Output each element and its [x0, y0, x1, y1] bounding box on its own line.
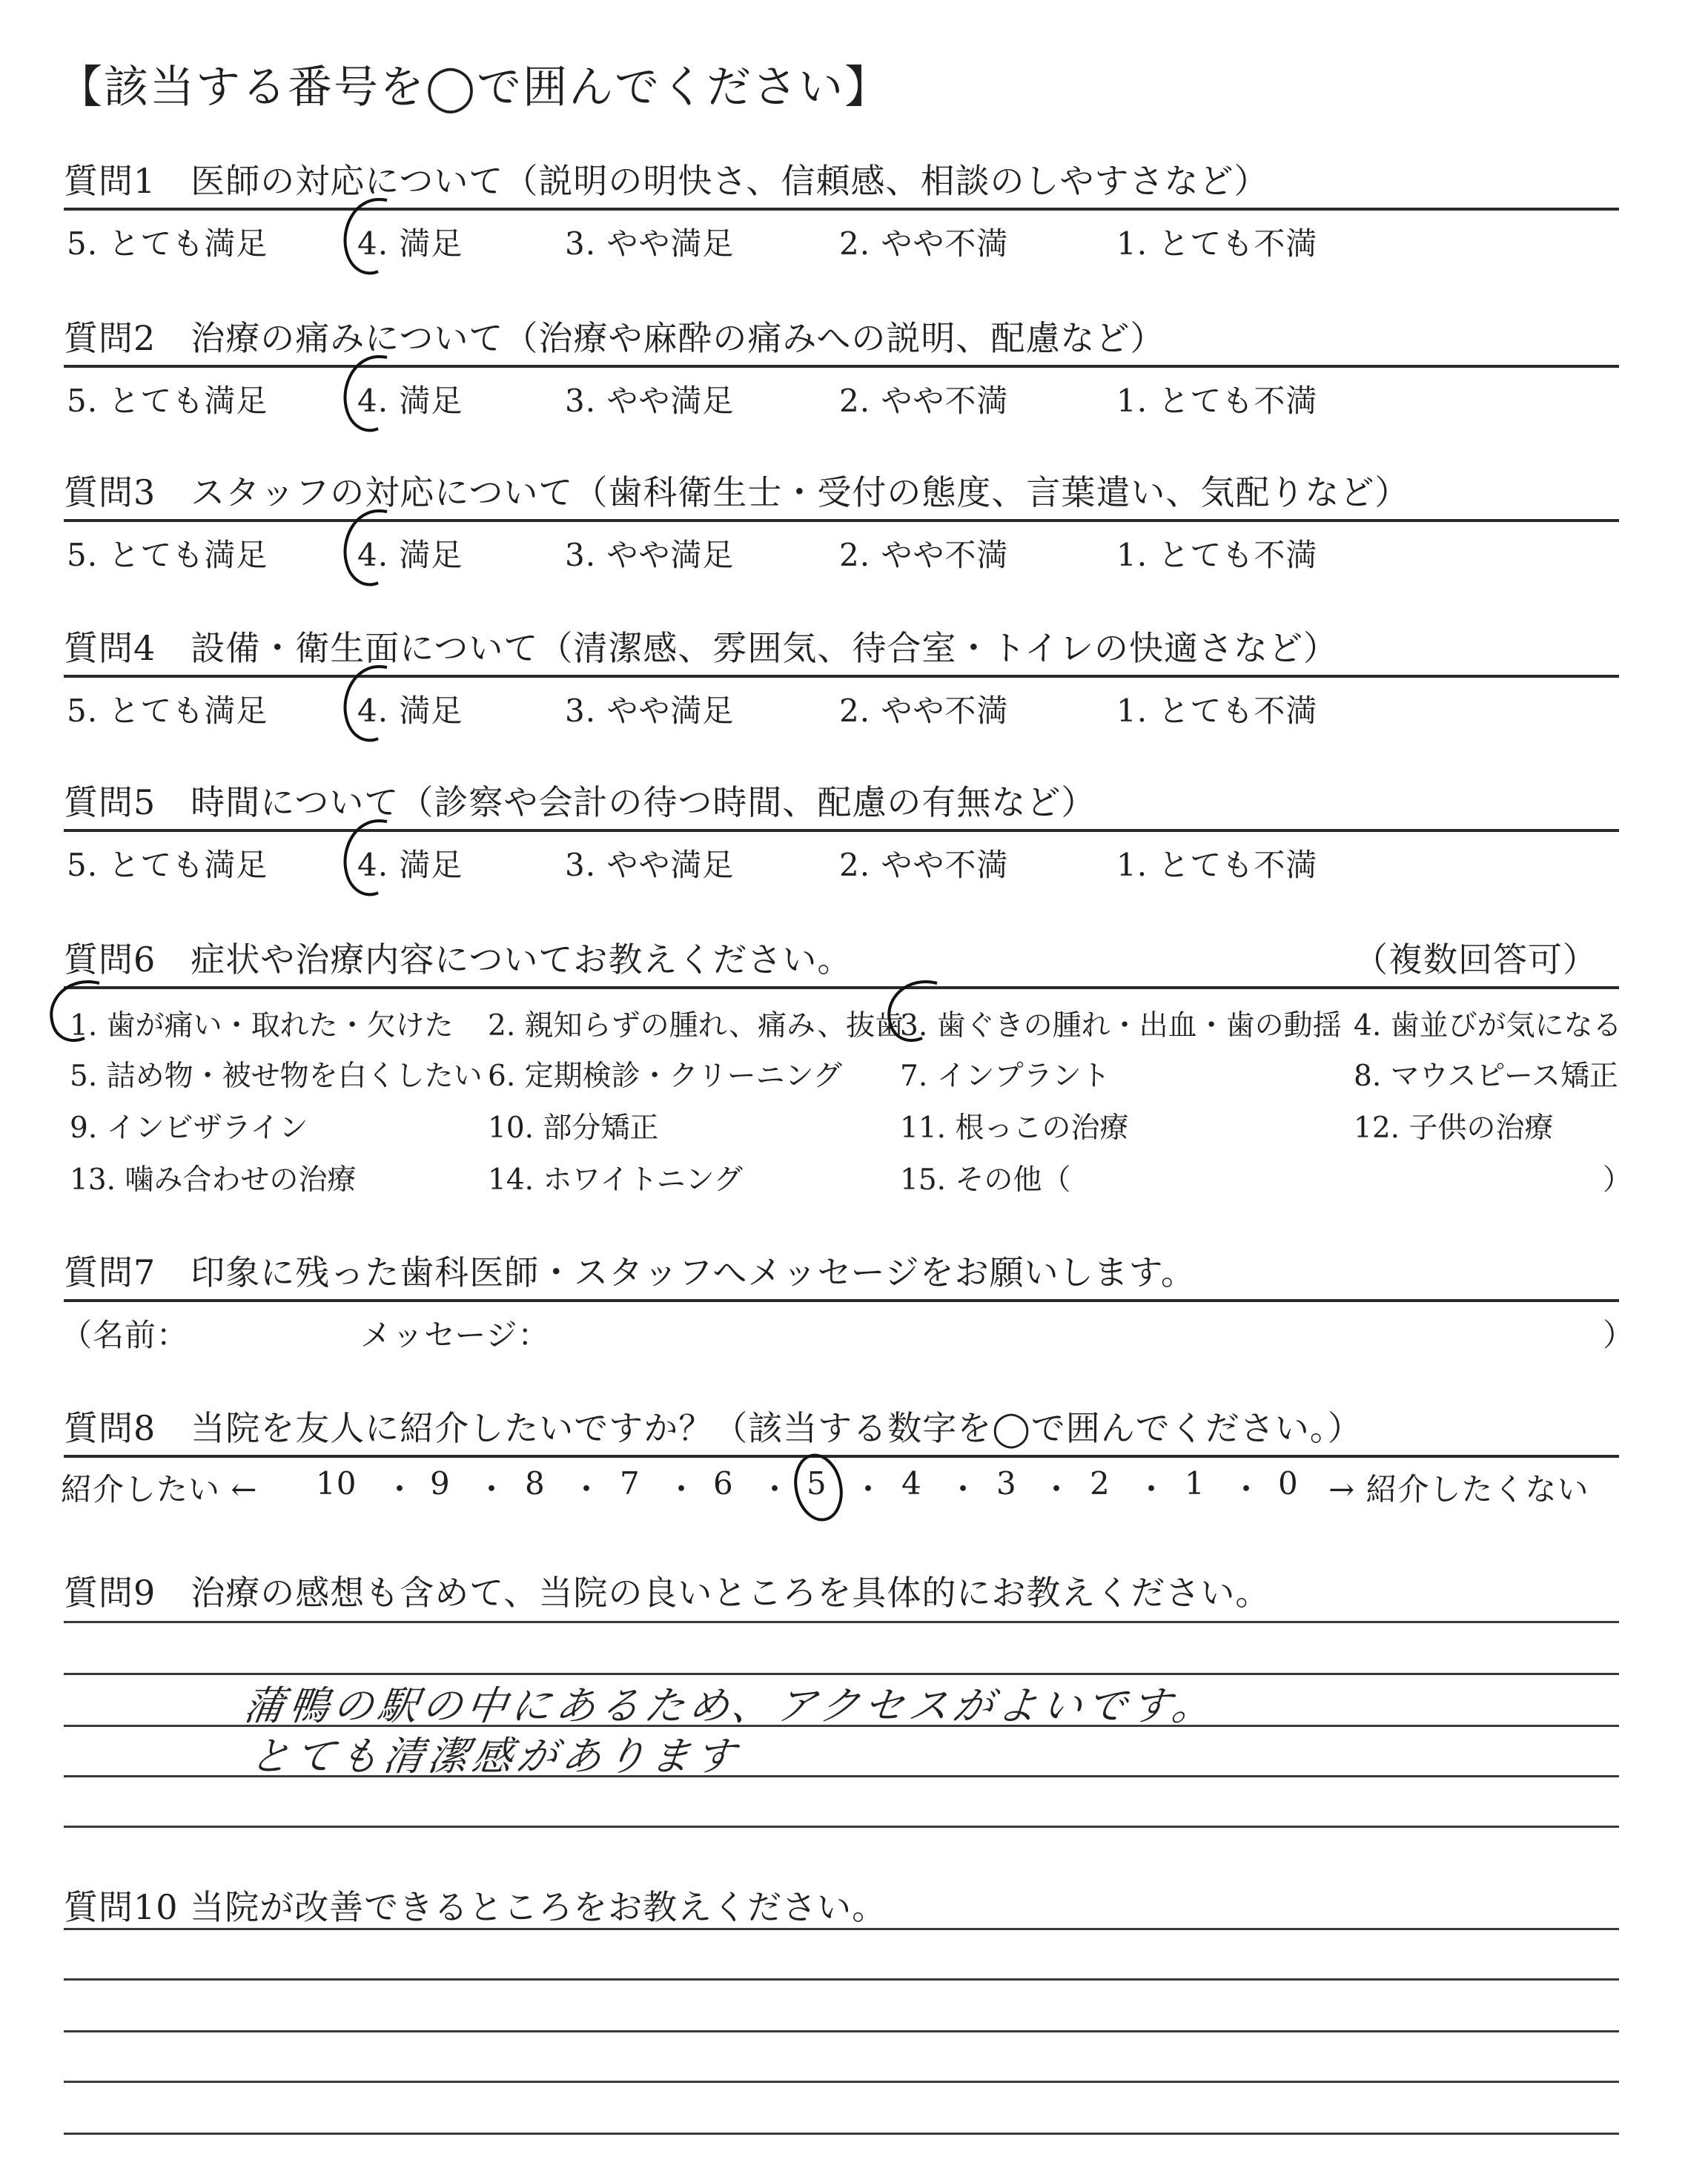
symptom-option[interactable]: 8. マウスピース矯正 — [1354, 1060, 1618, 1093]
option-5[interactable]: 5. とても満足 — [67, 693, 268, 729]
handwritten-circle-mark — [40, 976, 122, 1050]
other-close-paren: ） — [1603, 1163, 1632, 1197]
close-paren: ） — [1603, 1317, 1635, 1353]
name-label: （名前： — [61, 1317, 189, 1353]
scale-value[interactable]: 7 — [620, 1465, 640, 1502]
scale-value[interactable]: 6 — [713, 1465, 734, 1502]
symptom-option[interactable]: 14. ホワイトニング — [488, 1163, 743, 1197]
symptom-option[interactable]: 5. 詰め物・被せ物を白くしたい — [70, 1060, 483, 1093]
option-5[interactable]: 5. とても満足 — [67, 383, 268, 419]
symptom-option[interactable]: 2. 親知らずの腫れ、痛み、抜歯 — [488, 1009, 904, 1043]
symptom-option[interactable]: 11. 根っこの治療 — [900, 1112, 1129, 1145]
question-title: 質問2 治療の痛みについて（治療や麻酔の痛みへの説明、配慮など） — [64, 318, 1165, 358]
page-title: 【該当する番号を◯で囲んでください】 — [58, 62, 891, 113]
scale-value[interactable]: 2 — [1090, 1465, 1110, 1502]
separator-dot: ・ — [1136, 1471, 1168, 1507]
option-2[interactable]: 2. やや不満 — [839, 225, 1009, 262]
divider — [64, 986, 1619, 989]
handwritten-circle-mark — [335, 661, 409, 750]
scale-value[interactable]: 8 — [525, 1465, 546, 1502]
answer-line — [64, 2081, 1619, 2083]
symptom-option[interactable]: 4. 歯並びが気になる — [1354, 1009, 1622, 1043]
option-4[interactable]: 4. 満足 — [357, 847, 463, 883]
scale-value[interactable]: 1 — [1185, 1465, 1205, 1502]
symptom-option[interactable]: 12. 子供の治療 — [1354, 1112, 1554, 1145]
option-4[interactable]: 4. 満足 — [357, 383, 463, 419]
answer-line — [64, 1826, 1619, 1828]
answer-line — [64, 1621, 1619, 1623]
option-5[interactable]: 5. とても満足 — [67, 225, 268, 262]
scale-value[interactable]: 0 — [1278, 1465, 1299, 1502]
answer-line — [64, 1978, 1619, 1981]
question-title: 質問5 時間について（診察や会計の待つ時間、配慮の有無など） — [64, 782, 1096, 822]
option-1[interactable]: 1. とても不満 — [1116, 693, 1318, 729]
option-1[interactable]: 1. とても不満 — [1116, 537, 1318, 573]
option-5[interactable]: 5. とても満足 — [67, 847, 268, 883]
question-title: 質問6 症状や治療内容についてお教えください。 — [64, 939, 853, 980]
option-2[interactable]: 2. やや不満 — [839, 693, 1009, 729]
scale-value[interactable]: 5 — [807, 1465, 827, 1502]
option-2[interactable]: 2. やや不満 — [839, 383, 1009, 419]
answer-line — [64, 1928, 1619, 1930]
handwritten-circle-mark — [335, 816, 409, 905]
scale-value[interactable]: 10 — [316, 1465, 357, 1502]
question-title: 質問10 当院が改善できるところをお教えください。 — [64, 1887, 887, 1927]
option-4[interactable]: 4. 満足 — [357, 537, 463, 573]
scale-left-label: 紹介したい ← — [61, 1471, 258, 1507]
symptom-option[interactable]: 7. インプラント — [900, 1060, 1110, 1093]
handwritten-answer-line-2: とても清潔感があります — [247, 1733, 743, 1780]
option-2[interactable]: 2. やや不満 — [839, 537, 1009, 573]
option-1[interactable]: 1. とても不満 — [1116, 847, 1318, 883]
scale-value[interactable]: 4 — [901, 1465, 922, 1502]
option-4[interactable]: 4. 満足 — [357, 225, 463, 262]
divider — [64, 675, 1619, 678]
answer-line — [64, 2133, 1619, 2135]
divider — [64, 1299, 1619, 1302]
handwritten-answer-line-1: 蒲鴨の駅の中にあるため、アクセスがよいです。 — [241, 1682, 1220, 1729]
option-3[interactable]: 3. やや満足 — [565, 537, 735, 573]
handwritten-circle-mark — [335, 506, 409, 595]
handwritten-circle-mark — [335, 194, 409, 283]
question-title: 質問7 印象に残った歯科医師・スタッフへメッセージをお願いします。 — [64, 1252, 1196, 1292]
question-title: 質問4 設備・衛生面について（清潔感、雰囲気、待合室・トイレの快適さなど） — [64, 628, 1339, 668]
multiple-answer-note: （複数回答可） — [1354, 939, 1598, 980]
symptom-option[interactable]: 6. 定期検診・クリーニング — [488, 1060, 842, 1093]
option-5[interactable]: 5. とても満足 — [67, 537, 268, 573]
divider — [64, 365, 1619, 368]
symptom-option[interactable]: 9. インビザライン — [70, 1112, 308, 1145]
message-label: メッセージ： — [360, 1317, 550, 1353]
divider — [64, 519, 1619, 522]
symptom-option[interactable]: 3. 歯ぐきの腫れ・出血・歯の動揺 — [900, 1009, 1342, 1043]
option-3[interactable]: 3. やや満足 — [565, 847, 735, 883]
separator-dot: ・ — [853, 1471, 885, 1507]
answer-line — [64, 2030, 1619, 2032]
question-title: 質問1 医師の対応について（説明の明快さ、信頼感、相談のしやすさなど） — [64, 161, 1269, 201]
divider — [64, 829, 1619, 832]
divider — [64, 208, 1619, 211]
handwritten-circle-mark — [878, 976, 959, 1050]
option-1[interactable]: 1. とても不満 — [1116, 383, 1318, 419]
separator-dot: ・ — [571, 1471, 603, 1507]
separator-dot: ・ — [759, 1471, 792, 1507]
separator-dot: ・ — [384, 1471, 417, 1507]
option-2[interactable]: 2. やや不満 — [839, 847, 1009, 883]
scale-value[interactable]: 9 — [430, 1465, 451, 1502]
handwritten-circle-mark — [787, 1450, 854, 1532]
separator-dot: ・ — [666, 1471, 698, 1507]
option-4[interactable]: 4. 満足 — [357, 693, 463, 729]
separator-dot: ・ — [1231, 1471, 1263, 1507]
question-title: 質問8 当院を友人に紹介したいですか？（該当する数字を◯で囲んでください。） — [64, 1408, 1363, 1448]
question-title: 質問9 治療の感想も含めて、当院の良いところを具体的にお教えください。 — [64, 1573, 1271, 1613]
option-3[interactable]: 3. やや満足 — [565, 225, 735, 262]
scale-value[interactable]: 3 — [996, 1465, 1017, 1502]
option-3[interactable]: 3. やや満足 — [565, 693, 735, 729]
symptom-option[interactable]: 1. 歯が痛い・取れた・欠けた — [70, 1009, 454, 1043]
symptom-option[interactable]: 13. 噛み合わせの治療 — [70, 1163, 357, 1197]
question-title: 質問3 スタッフの対応について（歯科衛生士・受付の態度、言葉遣い、気配りなど） — [64, 472, 1410, 512]
symptom-option[interactable]: 10. 部分矯正 — [488, 1112, 659, 1145]
symptom-option-other[interactable]: 15. その他（ — [900, 1163, 1071, 1197]
option-3[interactable]: 3. やや満足 — [565, 383, 735, 419]
separator-dot: ・ — [476, 1471, 509, 1507]
separator-dot: ・ — [947, 1471, 980, 1507]
handwritten-circle-mark — [335, 351, 409, 440]
separator-dot: ・ — [1041, 1471, 1073, 1507]
scale-right-label: → 紹介したくない — [1328, 1471, 1589, 1507]
option-1[interactable]: 1. とても不満 — [1116, 225, 1318, 262]
